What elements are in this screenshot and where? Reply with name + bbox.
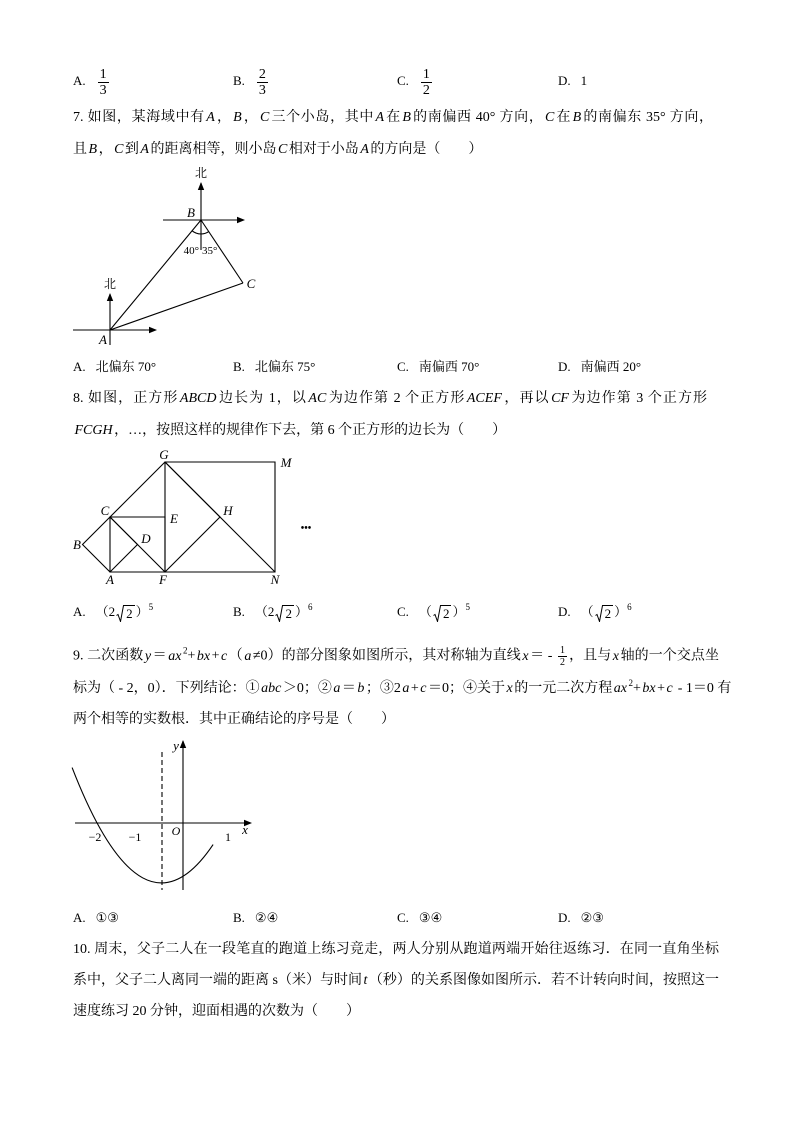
option-letter: A. <box>73 73 86 88</box>
fraction-denominator: 2 <box>422 82 430 98</box>
option-letter: A. <box>73 359 86 374</box>
option-text <box>581 355 641 379</box>
exponent: 2 <box>182 645 188 656</box>
exponent: 6 <box>627 602 632 612</box>
north-label-left: 北 <box>103 277 117 291</box>
option-letter: D. <box>558 73 571 88</box>
q8-option-c <box>397 600 470 624</box>
fraction <box>257 67 268 98</box>
text-run: ＝0；④关于 <box>428 681 506 696</box>
north-label-top: 北 <box>194 166 208 180</box>
radicand: 2 <box>604 605 612 621</box>
point-label-g: G <box>159 447 169 462</box>
fraction-denominator: 2 <box>560 657 566 668</box>
radical-sign-icon <box>433 605 441 622</box>
angle-label-east: 35° <box>202 245 218 257</box>
option-text <box>419 906 442 930</box>
math-variable: x <box>612 648 620 664</box>
text-run: ；③2 <box>365 681 401 696</box>
math-variable: a <box>333 681 341 696</box>
text-run: ＝ - <box>530 648 557 664</box>
fraction-numerator: 2 <box>258 66 266 82</box>
q6-option-c <box>397 64 434 98</box>
option-text <box>581 906 604 930</box>
text-run: 为边作第 3 个正方形 <box>570 391 708 406</box>
text-run: ①③ <box>95 910 119 925</box>
point-label-b: B <box>187 205 195 220</box>
math-variable: C <box>277 142 288 157</box>
math-variable: y <box>144 648 152 664</box>
text-run: 的一元二次方程 <box>514 681 613 696</box>
text-run: 边长为 1，以 <box>217 391 307 406</box>
option-letter: B. <box>233 73 245 88</box>
text-run: ＝ <box>341 681 356 696</box>
option-letter: C. <box>397 359 409 374</box>
text-run: ） <box>614 604 628 619</box>
math-variable: a <box>244 648 252 664</box>
text-run: ②④ <box>254 910 279 925</box>
option-text <box>581 600 632 624</box>
text-run: 的方向是（ ） <box>370 142 483 157</box>
option-letter: A. <box>73 604 86 619</box>
text-run: 的南偏西 40° 方向， <box>412 110 544 125</box>
option-text <box>255 355 315 379</box>
point-label-a: A <box>106 572 114 587</box>
text-run: 速度练习 20 分钟，迎面相遇的次数为（ ） <box>73 1004 360 1019</box>
text-run: 北偏东 70° <box>95 359 157 374</box>
q8-option-a <box>73 600 153 624</box>
text-run: 南偏西 70° <box>418 359 480 374</box>
text-run: ≠0）的部分图象如图所示，其对称轴为直线 <box>252 648 521 664</box>
option-letter: B. <box>233 359 245 374</box>
text-run: 标为（ - 2，0）．下列结论：① <box>73 681 260 696</box>
text-run: 到 <box>124 142 139 157</box>
q6-option-d <box>558 64 587 98</box>
radicand: 2 <box>285 605 292 621</box>
q9-option-c <box>397 906 442 930</box>
text-run: 7. 如图，某海域中有 <box>73 110 205 125</box>
math-variable: AC <box>308 391 327 406</box>
text-run: ， <box>243 110 259 125</box>
parabola-curve <box>72 768 213 883</box>
exponent: 2 <box>628 678 633 688</box>
text-run: 南偏西 20° <box>580 359 642 374</box>
option-text <box>419 64 434 98</box>
x-axis-label: x <box>242 822 248 837</box>
option-text <box>419 355 479 379</box>
math-variable: a <box>402 681 410 696</box>
text-run: 9. 二次函数 <box>73 648 144 664</box>
q9-stem-line-1 <box>73 645 720 668</box>
q9-option-b <box>233 906 278 930</box>
option-text <box>255 906 278 930</box>
math-variable: A <box>375 110 385 125</box>
option-letter: D. <box>558 604 571 619</box>
text-run: + <box>657 681 665 696</box>
math-variable: FCGH <box>74 423 113 438</box>
option-text <box>255 64 270 98</box>
radical-sign-icon <box>595 605 603 622</box>
origin-label: O <box>171 824 181 838</box>
math-variable: CF <box>551 391 569 406</box>
point-label-n: N <box>270 572 280 587</box>
text-run: ， <box>98 142 113 157</box>
option-letter: C. <box>397 73 409 88</box>
math-variable: C <box>260 110 270 125</box>
angle-arc-west <box>192 231 201 234</box>
square-root <box>433 605 452 622</box>
fraction <box>98 67 109 98</box>
text-run: 轴的一个交点坐 <box>620 648 720 664</box>
text-run: （ <box>228 648 243 664</box>
q7-island-bearing-diagram <box>60 160 270 355</box>
text-run: ） <box>294 604 308 619</box>
q7-option-d <box>558 355 641 379</box>
math-variable: ax <box>168 648 182 664</box>
math-variable: c <box>220 648 228 664</box>
fraction-numerator: 1 <box>560 645 566 656</box>
math-variable: ax <box>613 681 627 696</box>
option-letter: D. <box>558 359 571 374</box>
q6-option-b <box>233 64 270 98</box>
text-run: （ <box>418 604 432 619</box>
math-variable: A <box>360 142 369 157</box>
math-variable: B <box>572 110 582 125</box>
option-text <box>96 600 154 624</box>
exponent: 6 <box>307 602 313 612</box>
text-run: + <box>211 648 220 664</box>
q7-option-c <box>397 355 479 379</box>
option-text <box>581 64 588 98</box>
tick-label-neg2: −2 <box>88 830 102 844</box>
text-run: 且 <box>73 142 87 157</box>
square-root <box>595 605 614 622</box>
q7-option-b <box>233 355 315 379</box>
point-label-a: A <box>99 332 107 347</box>
exponent: 5 <box>465 602 470 612</box>
text-run: ＝ <box>152 648 167 664</box>
point-label-h: H <box>223 503 233 518</box>
q8-nested-squares-diagram <box>70 448 320 588</box>
text-run: （秒）的关系图像如图所示．若不计转向时间，按照这一 <box>368 973 720 988</box>
math-variable: A <box>140 142 149 157</box>
text-run: ， <box>216 110 232 125</box>
text-run: + <box>410 681 419 696</box>
text-run: （2 <box>95 604 116 619</box>
text-run: 系中，父子二人离同一端的距离 s（米）与时间 <box>73 973 363 988</box>
text-run: 三个小岛，其中 <box>270 110 375 125</box>
math-variable: abc <box>261 681 282 696</box>
math-variable: ABCD <box>179 391 217 406</box>
text-run: 在 <box>385 110 401 125</box>
math-variable: t <box>363 973 368 988</box>
radical-sign-icon <box>275 605 283 622</box>
text-run: + <box>187 648 196 664</box>
q10-stem-line-1 <box>73 940 719 960</box>
option-letter: B. <box>233 910 245 925</box>
y-axis-label: y <box>173 738 179 753</box>
q8-option-d <box>558 600 632 624</box>
text-run: ，且与 <box>569 648 612 664</box>
text-run: ＞0；② <box>282 681 332 696</box>
math-variable: C <box>544 110 555 125</box>
text-run: ） <box>135 604 149 619</box>
text-run: 为边作第 2 个正方形 <box>327 391 466 406</box>
q9-option-d <box>558 906 604 930</box>
fraction-numerator: 1 <box>422 66 430 82</box>
q8-option-b <box>233 600 312 624</box>
point-label-b: B <box>73 537 81 552</box>
math-variable: c <box>666 681 673 696</box>
q9-parabola-graph <box>65 735 260 900</box>
point-label-e: E <box>170 511 178 526</box>
point-label-m: M <box>280 455 292 470</box>
q7-stem-line-2 <box>73 140 719 160</box>
math-variable: b <box>357 681 365 696</box>
option-letter: B. <box>233 604 245 619</box>
text-run: 两个相等的实数根．其中正确结论的序号是（ ） <box>73 712 395 727</box>
text-run: ，再以 <box>503 391 550 406</box>
text-run: 的距离相等，则小岛 <box>150 142 277 157</box>
q7-stem-line-1 <box>73 108 713 128</box>
option-letter: C. <box>397 604 409 619</box>
math-variable: C <box>114 142 124 157</box>
text-run: 在 <box>555 110 572 125</box>
math-variable: c <box>420 681 427 696</box>
math-variable: bx <box>642 681 656 696</box>
point-label-c: C <box>246 276 256 291</box>
fraction-denominator: 3 <box>99 82 107 98</box>
text-run: + <box>632 681 641 696</box>
text-run: ，…，按照这样的规律作下去，第 6 个正方形的边长为（ ） <box>114 423 507 438</box>
radical-sign-icon <box>116 605 124 622</box>
option-text <box>255 600 313 624</box>
option-letter: C. <box>397 910 409 925</box>
point-label-c: C <box>100 503 110 518</box>
q8-stem-line-1 <box>73 389 707 409</box>
exponent: 5 <box>148 602 154 612</box>
q8-stem-line-2 <box>73 421 719 441</box>
text-run: ③④ <box>418 910 443 925</box>
q6-option-a <box>73 64 111 98</box>
point-label-d: D <box>141 531 151 546</box>
angle-arc-east <box>201 232 209 234</box>
radicand: 2 <box>442 605 450 621</box>
option-text <box>96 64 111 98</box>
text-run: 北偏东 75° <box>254 359 316 374</box>
q9-stem-line-2 <box>73 678 732 699</box>
math-variable: B <box>402 110 411 125</box>
fraction-denominator: 3 <box>258 82 266 98</box>
math-variable: bx <box>196 648 211 664</box>
math-variable: x <box>506 681 513 696</box>
math-variable: ACEF <box>466 391 502 406</box>
text-run: 10. 周末，父子二人在一段笔直的跑道上练习竞走，两人分别从跑道两端开始往返练习．在同一直角坐标 <box>73 942 719 957</box>
option-text <box>96 355 156 379</box>
fraction <box>421 67 432 98</box>
text-run: ） <box>452 604 466 619</box>
q7-option-a <box>73 355 156 379</box>
text-run: 8. 如图，正方形 <box>73 391 179 406</box>
point-label-f: F <box>159 572 167 587</box>
q9-stem-line-3 <box>73 710 719 730</box>
math-variable: B <box>88 142 98 157</box>
option-text <box>419 600 470 624</box>
math-variable: A <box>206 110 215 125</box>
math-variable: x <box>522 648 529 664</box>
math-variable: B <box>233 110 242 125</box>
q10-stem-line-3 <box>73 1002 719 1022</box>
square-root <box>116 605 135 622</box>
text-run: （2 <box>254 604 275 619</box>
angle-label-west: 40° <box>183 245 199 257</box>
tick-label-1: 1 <box>225 830 231 844</box>
q9-option-a <box>73 906 119 930</box>
text-run: 的南偏东 35° 方向， <box>582 110 714 125</box>
square-root <box>275 605 294 622</box>
option-text <box>96 906 119 930</box>
fraction-numerator: 1 <box>99 66 107 82</box>
continuation-dots: ••• <box>300 523 312 534</box>
text-run: 相对于小岛 <box>288 142 359 157</box>
text-run: - 1＝0 有 <box>674 681 732 696</box>
tick-label-neg1: −1 <box>128 830 142 844</box>
q10-stem-line-2 <box>73 971 719 991</box>
option-letter: A. <box>73 910 86 925</box>
radicand: 2 <box>126 605 133 621</box>
fraction <box>558 645 567 668</box>
text-run: ②③ <box>580 910 604 925</box>
text-run: 1 <box>580 73 588 88</box>
text-run: （ <box>580 604 594 619</box>
option-letter: D. <box>558 910 571 925</box>
